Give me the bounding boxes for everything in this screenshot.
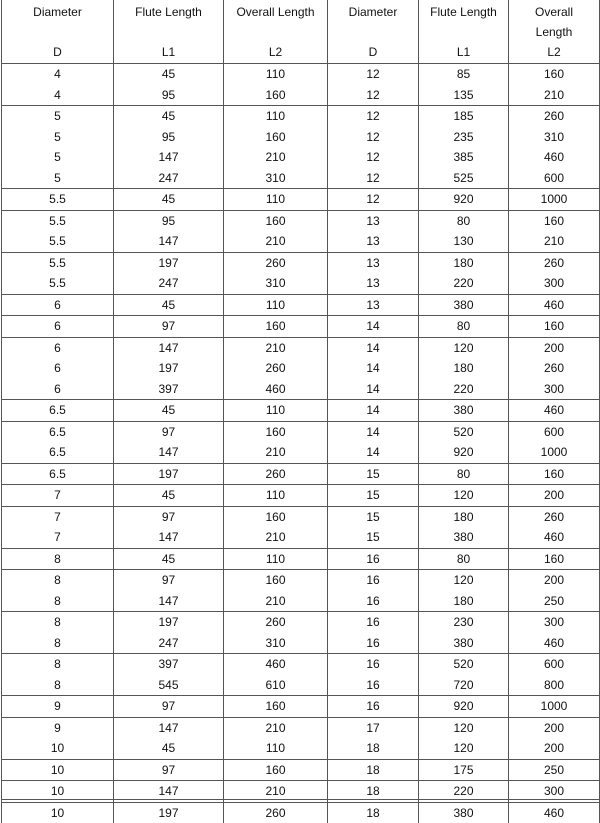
- cell-diameter-right: 12: [328, 147, 419, 168]
- cell-overall-length-left: 210: [224, 591, 328, 612]
- header-diameter-right: Diameter: [328, 0, 419, 42]
- table-row: [2, 273, 600, 294]
- cell-flute-length-left: 247: [114, 633, 224, 654]
- cell-flute-length-right: 220: [419, 379, 509, 400]
- cell-flute-length-left: 45: [114, 189, 224, 211]
- cell-diameter-left: 10: [2, 759, 114, 781]
- cell-flute-length-right: 175: [419, 759, 509, 781]
- cell-flute-length-left: 247: [114, 273, 224, 294]
- cell-flute-length-right: 80: [419, 463, 509, 485]
- cell-diameter-right: 16: [328, 633, 419, 654]
- cell-diameter-left: 5.5: [2, 210, 114, 231]
- table-row: [2, 527, 600, 548]
- cell-diameter-right: 14: [328, 337, 419, 358]
- table-row: [2, 294, 600, 316]
- cell-overall-length-left: 160: [224, 570, 328, 591]
- cell-flute-length-left: 97: [114, 421, 224, 442]
- cell-diameter-right: 16: [328, 675, 419, 696]
- cell-diameter-left: 5.5: [2, 231, 114, 252]
- cell-overall-length-left: 160: [224, 759, 328, 781]
- cell-flute-length-left: 197: [114, 612, 224, 633]
- cell-overall-length-left: 260: [224, 802, 328, 823]
- cell-overall-length-right: 460: [509, 294, 600, 316]
- cell-overall-length-right: 300: [509, 273, 600, 294]
- cell-overall-length-right: 600: [509, 168, 600, 189]
- cell-overall-length-left: 210: [224, 337, 328, 358]
- cell-diameter-left: 7: [2, 527, 114, 548]
- header-symbol-d-left: D: [2, 42, 114, 64]
- cell-flute-length-left: 397: [114, 654, 224, 675]
- table-row: [2, 485, 600, 507]
- cell-overall-length-right: 160: [509, 548, 600, 570]
- cell-flute-length-left: 97: [114, 696, 224, 718]
- cell-overall-length-right: 160: [509, 463, 600, 485]
- cell-diameter-left: 5.5: [2, 252, 114, 273]
- cell-overall-length-left: 110: [224, 400, 328, 422]
- cell-flute-length-right: 520: [419, 421, 509, 442]
- cell-flute-length-left: 97: [114, 570, 224, 591]
- cell-overall-length-right: 460: [509, 400, 600, 422]
- cell-flute-length-left: 97: [114, 759, 224, 781]
- cell-diameter-left: 8: [2, 612, 114, 633]
- cell-diameter-left: 8: [2, 570, 114, 591]
- cell-flute-length-left: 45: [114, 106, 224, 127]
- header-symbol-l1-left: L1: [114, 42, 224, 64]
- cell-diameter-right: 14: [328, 358, 419, 379]
- cell-overall-length-left: 160: [224, 210, 328, 231]
- cell-diameter-right: 18: [328, 802, 419, 823]
- cell-flute-length-left: 45: [114, 64, 224, 85]
- table-row: [2, 106, 600, 127]
- cell-flute-length-left: 147: [114, 591, 224, 612]
- table-row: [2, 358, 600, 379]
- cell-overall-length-left: 160: [224, 127, 328, 148]
- cell-overall-length-right: 1000: [509, 442, 600, 463]
- cell-flute-length-right: 80: [419, 210, 509, 231]
- cell-diameter-right: 16: [328, 696, 419, 718]
- header-symbol-l1-right: L1: [419, 42, 509, 64]
- cell-flute-length-left: 147: [114, 337, 224, 358]
- header-flute-length-right: Flute Length: [419, 0, 509, 42]
- cell-flute-length-left: 97: [114, 316, 224, 338]
- header-symbol-l2-left: L2: [224, 42, 328, 64]
- cell-flute-length-left: 545: [114, 675, 224, 696]
- cell-flute-length-right: 380: [419, 294, 509, 316]
- cell-overall-length-right: 300: [509, 612, 600, 633]
- cell-overall-length-left: 310: [224, 273, 328, 294]
- cell-flute-length-right: 120: [419, 570, 509, 591]
- cell-flute-length-right: 180: [419, 506, 509, 527]
- cell-diameter-left: 8: [2, 548, 114, 570]
- cell-flute-length-right: 380: [419, 527, 509, 548]
- cell-diameter-right: 13: [328, 210, 419, 231]
- cell-flute-length-right: 120: [419, 717, 509, 738]
- cell-flute-length-right: 135: [419, 85, 509, 106]
- table-row: [2, 738, 600, 759]
- cell-diameter-right: 15: [328, 506, 419, 527]
- table-row: [2, 316, 600, 338]
- table-body: [2, 64, 600, 823]
- table-row: [2, 147, 600, 168]
- cell-diameter-left: 4: [2, 85, 114, 106]
- cell-overall-length-right: 200: [509, 337, 600, 358]
- table-row: [2, 591, 600, 612]
- cell-diameter-left: 6: [2, 358, 114, 379]
- table-row: [2, 633, 600, 654]
- cell-overall-length-right: 300: [509, 781, 600, 803]
- cell-overall-length-left: 210: [224, 717, 328, 738]
- cell-flute-length-right: 85: [419, 64, 509, 85]
- cell-overall-length-left: 210: [224, 442, 328, 463]
- cell-overall-length-right: 460: [509, 802, 600, 823]
- cell-flute-length-right: 220: [419, 781, 509, 803]
- table-row: [2, 548, 600, 570]
- cell-overall-length-left: 260: [224, 358, 328, 379]
- cell-flute-length-left: 197: [114, 252, 224, 273]
- table-row: [2, 717, 600, 738]
- table-row: [2, 189, 600, 211]
- cell-diameter-left: 6: [2, 316, 114, 338]
- cell-diameter-left: 6: [2, 337, 114, 358]
- cell-diameter-right: 15: [328, 485, 419, 507]
- cell-flute-length-right: 180: [419, 591, 509, 612]
- cell-overall-length-left: 260: [224, 612, 328, 633]
- cell-overall-length-left: 260: [224, 252, 328, 273]
- cell-overall-length-right: 210: [509, 85, 600, 106]
- header-symbol-row: [2, 42, 600, 64]
- cell-flute-length-right: 720: [419, 675, 509, 696]
- cell-flute-length-left: 147: [114, 717, 224, 738]
- cell-diameter-left: 8: [2, 675, 114, 696]
- cell-overall-length-right: 310: [509, 127, 600, 148]
- cell-overall-length-right: 250: [509, 759, 600, 781]
- cell-flute-length-left: 95: [114, 210, 224, 231]
- cell-overall-length-right: 460: [509, 527, 600, 548]
- cell-overall-length-right: 160: [509, 210, 600, 231]
- cell-flute-length-left: 147: [114, 527, 224, 548]
- cell-flute-length-left: 45: [114, 294, 224, 316]
- cell-flute-length-right: 185: [419, 106, 509, 127]
- cell-overall-length-left: 460: [224, 379, 328, 400]
- table-row: [2, 210, 600, 231]
- cell-flute-length-right: 380: [419, 633, 509, 654]
- cell-diameter-left: 6.5: [2, 442, 114, 463]
- cell-overall-length-right: 210: [509, 231, 600, 252]
- cell-diameter-right: 14: [328, 421, 419, 442]
- cell-diameter-right: 17: [328, 717, 419, 738]
- cell-flute-length-left: 147: [114, 781, 224, 803]
- tool-size-table: [1, 0, 600, 823]
- header-symbol-d-right: D: [328, 42, 419, 64]
- cell-flute-length-right: 120: [419, 337, 509, 358]
- cell-overall-length-left: 110: [224, 294, 328, 316]
- table-row: [2, 612, 600, 633]
- cell-diameter-left: 10: [2, 781, 114, 803]
- cell-flute-length-left: 45: [114, 738, 224, 759]
- table-row: [2, 463, 600, 485]
- cell-diameter-left: 5: [2, 168, 114, 189]
- cell-flute-length-right: 80: [419, 548, 509, 570]
- cell-overall-length-right: 260: [509, 106, 600, 127]
- table-row: [2, 696, 600, 718]
- cell-diameter-right: 12: [328, 168, 419, 189]
- table-row: [2, 802, 600, 823]
- cell-diameter-right: 14: [328, 379, 419, 400]
- cell-diameter-right: 16: [328, 548, 419, 570]
- cell-overall-length-left: 110: [224, 485, 328, 507]
- cell-diameter-right: 15: [328, 527, 419, 548]
- cell-flute-length-right: 380: [419, 400, 509, 422]
- cell-flute-length-left: 95: [114, 127, 224, 148]
- cell-overall-length-left: 110: [224, 738, 328, 759]
- cell-diameter-left: 6: [2, 379, 114, 400]
- cell-flute-length-right: 120: [419, 738, 509, 759]
- table-row: [2, 337, 600, 358]
- cell-diameter-left: 5: [2, 127, 114, 148]
- cell-overall-length-right: 260: [509, 252, 600, 273]
- table-row: [2, 442, 600, 463]
- cell-diameter-right: 15: [328, 463, 419, 485]
- cell-diameter-left: 5.5: [2, 273, 114, 294]
- cell-overall-length-left: 160: [224, 316, 328, 338]
- cell-flute-length-right: 520: [419, 654, 509, 675]
- cell-diameter-left: 6.5: [2, 421, 114, 442]
- cell-flute-length-left: 45: [114, 548, 224, 570]
- cell-diameter-right: 16: [328, 612, 419, 633]
- cell-diameter-left: 6.5: [2, 463, 114, 485]
- cell-flute-length-right: 920: [419, 442, 509, 463]
- cell-overall-length-right: 1000: [509, 189, 600, 211]
- table-row: [2, 400, 600, 422]
- table-row: [2, 759, 600, 781]
- cell-diameter-left: 6.5: [2, 400, 114, 422]
- cell-overall-length-right: 160: [509, 64, 600, 85]
- table-row: [2, 506, 600, 527]
- cell-flute-length-left: 247: [114, 168, 224, 189]
- cell-overall-length-right: 800: [509, 675, 600, 696]
- table-row: [2, 85, 600, 106]
- cell-flute-length-right: 920: [419, 189, 509, 211]
- cell-diameter-right: 12: [328, 127, 419, 148]
- cell-overall-length-left: 210: [224, 781, 328, 803]
- cell-overall-length-right: 460: [509, 633, 600, 654]
- cell-diameter-right: 14: [328, 400, 419, 422]
- cell-diameter-right: 16: [328, 591, 419, 612]
- cell-overall-length-left: 110: [224, 64, 328, 85]
- cell-flute-length-left: 45: [114, 485, 224, 507]
- table-header: [2, 0, 600, 64]
- table-row: [2, 231, 600, 252]
- cell-flute-length-left: 95: [114, 85, 224, 106]
- cell-diameter-right: 12: [328, 106, 419, 127]
- cell-diameter-left: 9: [2, 696, 114, 718]
- header-symbol-l2-right: L2: [509, 42, 600, 64]
- cell-flute-length-left: 97: [114, 506, 224, 527]
- cell-diameter-right: 18: [328, 781, 419, 803]
- cell-diameter-left: 5: [2, 106, 114, 127]
- cell-flute-length-right: 230: [419, 612, 509, 633]
- cell-diameter-right: 16: [328, 654, 419, 675]
- table-row: [2, 127, 600, 148]
- cell-flute-length-right: 130: [419, 231, 509, 252]
- cell-flute-length-left: 197: [114, 802, 224, 823]
- cell-diameter-right: 18: [328, 759, 419, 781]
- cell-flute-length-right: 380: [419, 802, 509, 823]
- cell-overall-length-left: 110: [224, 106, 328, 127]
- header-diameter-left: Diameter: [2, 0, 114, 42]
- cell-flute-length-left: 197: [114, 358, 224, 379]
- cell-diameter-right: 14: [328, 442, 419, 463]
- cell-diameter-left: 7: [2, 485, 114, 507]
- cell-overall-length-right: 160: [509, 316, 600, 338]
- cell-flute-length-left: 397: [114, 379, 224, 400]
- cell-overall-length-right: 460: [509, 147, 600, 168]
- cell-overall-length-left: 160: [224, 421, 328, 442]
- cell-diameter-right: 13: [328, 273, 419, 294]
- cell-flute-length-right: 385: [419, 147, 509, 168]
- cell-flute-length-left: 147: [114, 442, 224, 463]
- cell-flute-length-right: 180: [419, 252, 509, 273]
- cell-overall-length-left: 110: [224, 189, 328, 211]
- cell-flute-length-right: 235: [419, 127, 509, 148]
- cell-diameter-left: 10: [2, 802, 114, 823]
- cell-overall-length-right: 200: [509, 485, 600, 507]
- cell-overall-length-left: 310: [224, 633, 328, 654]
- table-row: [2, 168, 600, 189]
- cell-overall-length-right: 260: [509, 358, 600, 379]
- cell-diameter-left: 8: [2, 591, 114, 612]
- cell-overall-length-right: 200: [509, 717, 600, 738]
- table-row: [2, 654, 600, 675]
- cell-diameter-right: 16: [328, 570, 419, 591]
- cell-diameter-right: 12: [328, 85, 419, 106]
- table-row: [2, 570, 600, 591]
- cell-diameter-right: 13: [328, 252, 419, 273]
- cell-diameter-right: 18: [328, 738, 419, 759]
- cell-diameter-left: 4: [2, 64, 114, 85]
- cell-flute-length-right: 920: [419, 696, 509, 718]
- cell-overall-length-right: 300: [509, 379, 600, 400]
- cell-diameter-left: 8: [2, 633, 114, 654]
- cell-flute-length-left: 45: [114, 400, 224, 422]
- cell-flute-length-left: 197: [114, 463, 224, 485]
- cell-diameter-left: 5.5: [2, 189, 114, 211]
- table-row: [2, 64, 600, 85]
- cell-overall-length-right: 1000: [509, 696, 600, 718]
- cell-overall-length-left: 210: [224, 147, 328, 168]
- cell-overall-length-right: 200: [509, 738, 600, 759]
- cell-diameter-right: 12: [328, 64, 419, 85]
- cell-diameter-right: 13: [328, 294, 419, 316]
- table-row: [2, 421, 600, 442]
- cell-overall-length-left: 310: [224, 168, 328, 189]
- cell-flute-length-right: 80: [419, 316, 509, 338]
- header-name-row: [2, 0, 600, 42]
- cell-overall-length-left: 260: [224, 463, 328, 485]
- cell-overall-length-left: 160: [224, 85, 328, 106]
- cell-overall-length-right: 250: [509, 591, 600, 612]
- cell-diameter-left: 7: [2, 506, 114, 527]
- cell-overall-length-left: 160: [224, 506, 328, 527]
- header-flute-length-left: Flute Length: [114, 0, 224, 42]
- cell-diameter-right: 12: [328, 189, 419, 211]
- cell-diameter-left: 5: [2, 147, 114, 168]
- table-row: [2, 675, 600, 696]
- cell-diameter-right: 13: [328, 231, 419, 252]
- cell-overall-length-right: 260: [509, 506, 600, 527]
- header-overall-length-right: Overall Length: [509, 0, 600, 42]
- cell-flute-length-left: 147: [114, 147, 224, 168]
- cell-flute-length-right: 220: [419, 273, 509, 294]
- cell-overall-length-left: 210: [224, 231, 328, 252]
- cell-overall-length-left: 460: [224, 654, 328, 675]
- cell-diameter-right: 14: [328, 316, 419, 338]
- cell-flute-length-left: 147: [114, 231, 224, 252]
- cell-diameter-left: 10: [2, 738, 114, 759]
- cell-overall-length-left: 210: [224, 527, 328, 548]
- cell-flute-length-right: 120: [419, 485, 509, 507]
- cell-overall-length-right: 600: [509, 654, 600, 675]
- table-row: [2, 252, 600, 273]
- cell-diameter-left: 9: [2, 717, 114, 738]
- cell-diameter-left: 8: [2, 654, 114, 675]
- table-row: [2, 379, 600, 400]
- cell-diameter-left: 6: [2, 294, 114, 316]
- header-overall-length-left: Overall Length: [224, 0, 328, 42]
- cell-overall-length-left: 110: [224, 548, 328, 570]
- cell-overall-length-right: 600: [509, 421, 600, 442]
- cell-flute-length-right: 180: [419, 358, 509, 379]
- cell-overall-length-right: 200: [509, 570, 600, 591]
- cell-overall-length-left: 160: [224, 696, 328, 718]
- cell-overall-length-left: 610: [224, 675, 328, 696]
- cell-flute-length-right: 525: [419, 168, 509, 189]
